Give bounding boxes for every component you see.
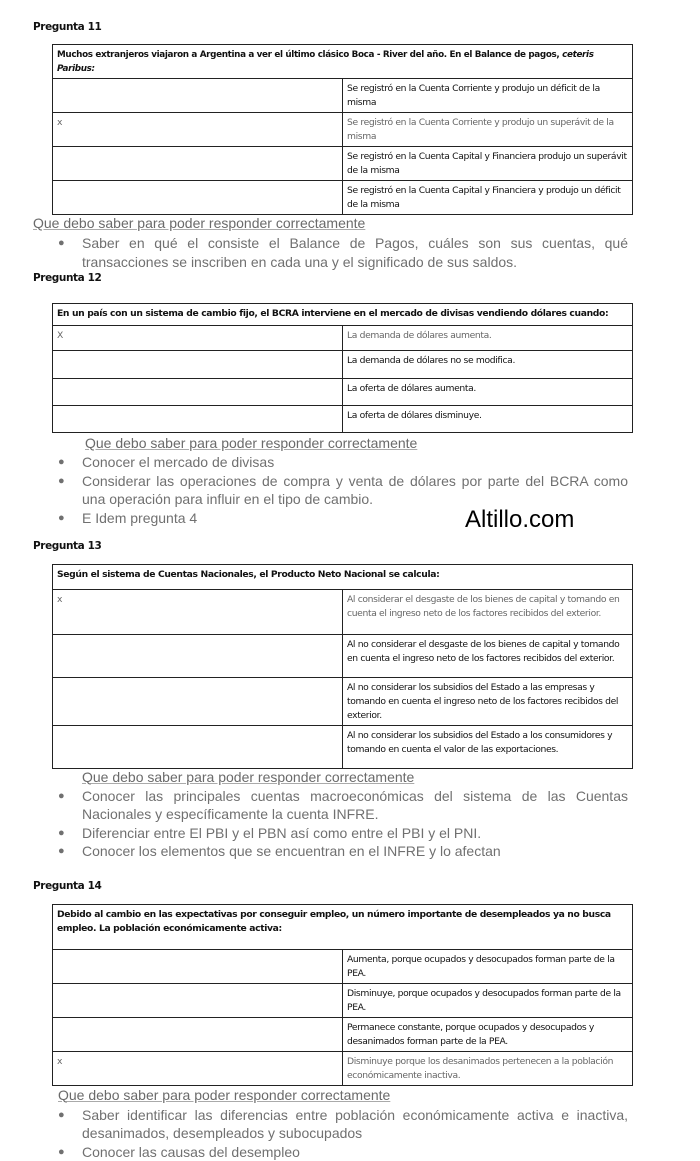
bullet-dot-icon: ● (58, 234, 65, 253)
answer-mark (53, 949, 343, 983)
answer-mark: x (53, 589, 343, 634)
answer-option: La oferta de dólares aumenta. (343, 379, 633, 406)
bullet-dot-icon: ● (58, 509, 65, 528)
bullet-item: ● Considerar las operaciones de compra y venta de dólares por parte del BCRA como una operación para influir en el tipo de cambio. (58, 472, 628, 509)
answer-option: Al no considerar los subsidios del Estado a las empresas y tomando en cuenta el ingreso neto de los factores recibidos del exterior. (343, 677, 633, 725)
bullet-item: ● Conocer el mercado de divisas (58, 453, 628, 472)
question-prompt: Según el sistema de Cuentas Nacionales, el Producto Neto Nacional se calcula: (53, 564, 633, 589)
bullet-dot-icon: ● (58, 1106, 65, 1125)
question-prompt: Debido al cambio en las expectativas por conseguir empleo, un número importante de desempleados ya no busca empleo. La población económicamente activa: (53, 904, 633, 949)
bullet-dot-icon: ● (58, 824, 65, 843)
answer-mark: x (53, 113, 343, 147)
answer-option: Se registró en la Cuenta Capital y Financiera produjo un superávit de la misma (343, 147, 633, 181)
question-title: Pregunta 13 (33, 539, 700, 553)
question-table (52, 564, 633, 769)
answer-option: Al no considerar el desgaste de los bienes de capital y tomando en cuenta el ingreso neto de los factores recibidos del exterior. (343, 634, 633, 677)
answer-mark: X (53, 326, 343, 351)
watermark: Altillo.com (465, 506, 574, 534)
question-title: Pregunta 14 (33, 879, 700, 893)
answer-option: La demanda de dólares no se modifica. (343, 351, 633, 379)
know-heading: Que debo saber para poder responder correctamente (33, 215, 700, 231)
bullet-item: ● Saber identificar las diferencias entre población económicamente activa e inactiva, desanimados, desempleados y subocupados (58, 1106, 628, 1143)
answer-option-correct: Al considerar el desgaste de los bienes de capital y tomando en cuenta el ingreso neto de los factores recibidos del exterior. (343, 589, 633, 634)
bullet-list (58, 453, 628, 539)
bullet-item: ● E Idem pregunta 4 Altillo.com (58, 509, 628, 539)
bullet-list (58, 234, 628, 271)
answer-option-correct: Se registró en la Cuenta Corriente y produjo un superávit de la misma (343, 113, 633, 147)
answer-mark (53, 1017, 343, 1051)
bullet-dot-icon: ● (58, 787, 65, 806)
answer-option: Aumenta, porque ocupados y desocupados forman parte de la PEA. (343, 949, 633, 983)
answer-mark (53, 634, 343, 677)
question-table (52, 904, 633, 1086)
answer-option: Permanece constante, porque ocupados y desocupados y desanimados forman parte de la PEA. (343, 1017, 633, 1051)
answer-mark (53, 406, 343, 433)
question-title: Pregunta 11 (33, 20, 700, 34)
answer-option: Se registró en la Cuenta Corriente y produjo un déficit de la misma (343, 79, 633, 113)
bullet-dot-icon: ● (58, 842, 65, 861)
answer-option-correct: Disminuye porque los desanimados pertenecen a la población económicamente inactiva. (343, 1051, 633, 1085)
bullet-dot-icon: ● (58, 1143, 65, 1161)
answer-option: Se registró en la Cuenta Capital y Financiera y produjo un déficit de la misma (343, 181, 633, 215)
question-table (52, 303, 633, 433)
bullet-item: ● Conocer las principales cuentas macroeconómicas del sistema de las Cuentas Nacionales y específicamente la cuenta INFRE. (58, 787, 628, 824)
bullet-item: ● Conocer los elementos que se encuentran en el INFRE y lo afectan (58, 842, 628, 861)
bullet-list (58, 1106, 628, 1161)
answer-mark (53, 677, 343, 725)
bullet-dot-icon: ● (58, 472, 65, 491)
answer-option: Al no considerar los subsidios del Estado a los consumidores y tomando en cuenta el valor de las exportaciones. (343, 725, 633, 768)
bullet-item: ● Conocer las causas del desempleo (58, 1143, 628, 1161)
answer-option-correct: La demanda de dólares aumenta. (343, 326, 633, 351)
answer-mark (53, 983, 343, 1017)
answer-mark (53, 379, 343, 406)
bullet-list (58, 787, 628, 861)
answer-option: La oferta de dólares disminuye. (343, 406, 633, 433)
question-prompt: En un país con un sistema de cambio fijo, el BCRA interviene en el mercado de divisas vendiendo dólares cuando: (53, 304, 633, 326)
answer-mark (53, 351, 343, 379)
know-heading: Que debo saber para poder responder correctamente (58, 1087, 700, 1103)
question-table (52, 44, 633, 215)
know-heading: Que debo saber para poder responder correctamente (82, 769, 700, 785)
question-prompt: Muchos extranjeros viajaron a Argentina a ver el último clásico Boca - River del año. En el Balance de pagos, ceteris Paribus: (53, 45, 633, 79)
answer-mark (53, 147, 343, 181)
bullet-item: ● Diferenciar entre El PBI y el PBN así como entre el PBI y el PNI. (58, 824, 628, 843)
answer-mark: x (53, 1051, 343, 1085)
answer-mark (53, 181, 343, 215)
know-heading: Que debo saber para poder responder correctamente (85, 435, 700, 451)
answer-mark (53, 79, 343, 113)
answer-mark (53, 725, 343, 768)
question-title: Pregunta 12 (33, 271, 700, 285)
answer-option: Disminuye, porque ocupados y desocupados forman parte de la PEA. (343, 983, 633, 1017)
bullet-dot-icon: ● (58, 453, 65, 472)
bullet-item: ● Saber en qué el consiste el Balance de Pagos, cuáles son sus cuentas, qué transacciones se inscriben en cada una y el significado de sus saldos. (58, 234, 628, 271)
